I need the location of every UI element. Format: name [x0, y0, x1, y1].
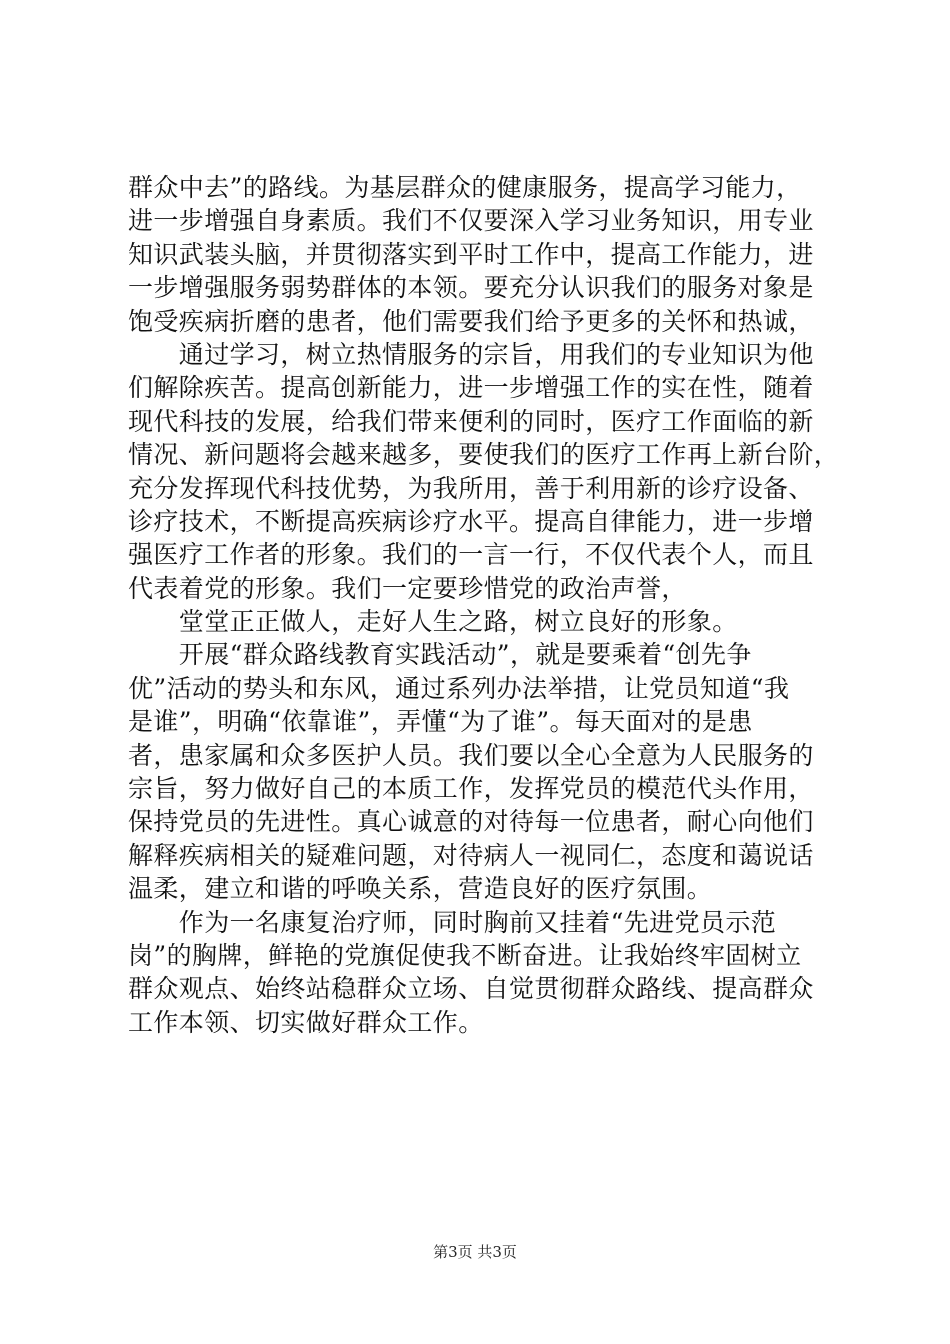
page-number-footer: 第3页 共3页: [433, 1243, 517, 1261]
text-line: 者，患家属和众多医护人员。我们要以全心全意为人民服务的: [128, 740, 814, 770]
text-line: 保持党员的先进性。真心诚意的对待每一位患者，耐心向他们: [128, 807, 814, 837]
text-line: 堂堂正正做人，走好人生之路，树立良好的形象。: [128, 607, 738, 637]
text-line: 工作本领、切实做好群众工作。: [128, 1007, 484, 1037]
text-line: 现代科技的发展，给我们带来便利的同时，医疗工作面临的新: [128, 406, 814, 436]
text-line: 通过学习，树立热情服务的宗旨，用我们的专业知识为他: [128, 339, 814, 369]
text-line: 诊疗技术，不断提高疾病诊疗水平。提高自律能力，进一步增: [128, 506, 814, 536]
text-line: 情况、新问题将会越来越多，要使我们的医疗工作再上新台阶，: [128, 440, 840, 470]
text-line: 代表着党的形象。我们一定要珍惜党的政治声誉，: [128, 573, 687, 603]
text-line: 强医疗工作者的形象。我们的一言一行，不仅代表个人，而且: [128, 540, 814, 570]
text-line: 宗旨，努力做好自己的本质工作，发挥党员的模范代头作用，: [128, 774, 814, 804]
text-line: 解释疾病相关的疑难问题，对待病人一视同仁，态度和蔼说话: [128, 840, 814, 870]
text-line: 知识武装头脑，并贯彻落实到平时工作中，提高工作能力，进: [128, 239, 814, 269]
text-line: 作为一名康复治疗师，同时胸前又挂着“先进党员示范: [128, 907, 777, 937]
text-line: 充分发挥现代科技优势，为我所用，善于利用新的诊疗设备、: [128, 473, 814, 503]
text-line: 群众观点、始终站稳群众立场、自觉贯彻群众路线、提高群众: [128, 974, 814, 1004]
text-line: 饱受疾病折磨的患者，他们需要我们给予更多的关怀和热诚，: [128, 306, 814, 336]
text-line: 开展“群众路线教育实践活动”，就是要乘着“创先争: [128, 640, 752, 670]
text-line: 是谁”，明确“依靠谁”，弄懂“为了谁”。每天面对的是患: [128, 707, 753, 737]
text-line: 温柔，建立和谐的呼唤关系，营造良好的医疗氛围。: [128, 874, 713, 904]
text-line: 进一步增强自身素质。我们不仅要深入学习业务知识，用专业: [128, 206, 814, 236]
document-body: [128, 171, 840, 1039]
text-line: 们解除疾苦。提高创新能力，进一步增强工作的实在性，随着: [128, 373, 814, 403]
text-line: 一步增强服务弱势群体的本领。要充分认识我们的服务对象是: [128, 273, 814, 303]
text-line: 优”活动的势头和东风，通过系列办法举措，让党员知道“我: [128, 673, 790, 703]
text-line: 群众中去”的路线。为基层群众的健康服务，提高学习能力，: [128, 173, 802, 202]
text-line: 岗”的胸牌，鲜艳的党旗促使我不断奋进。让我始终牢固树立: [128, 940, 802, 970]
